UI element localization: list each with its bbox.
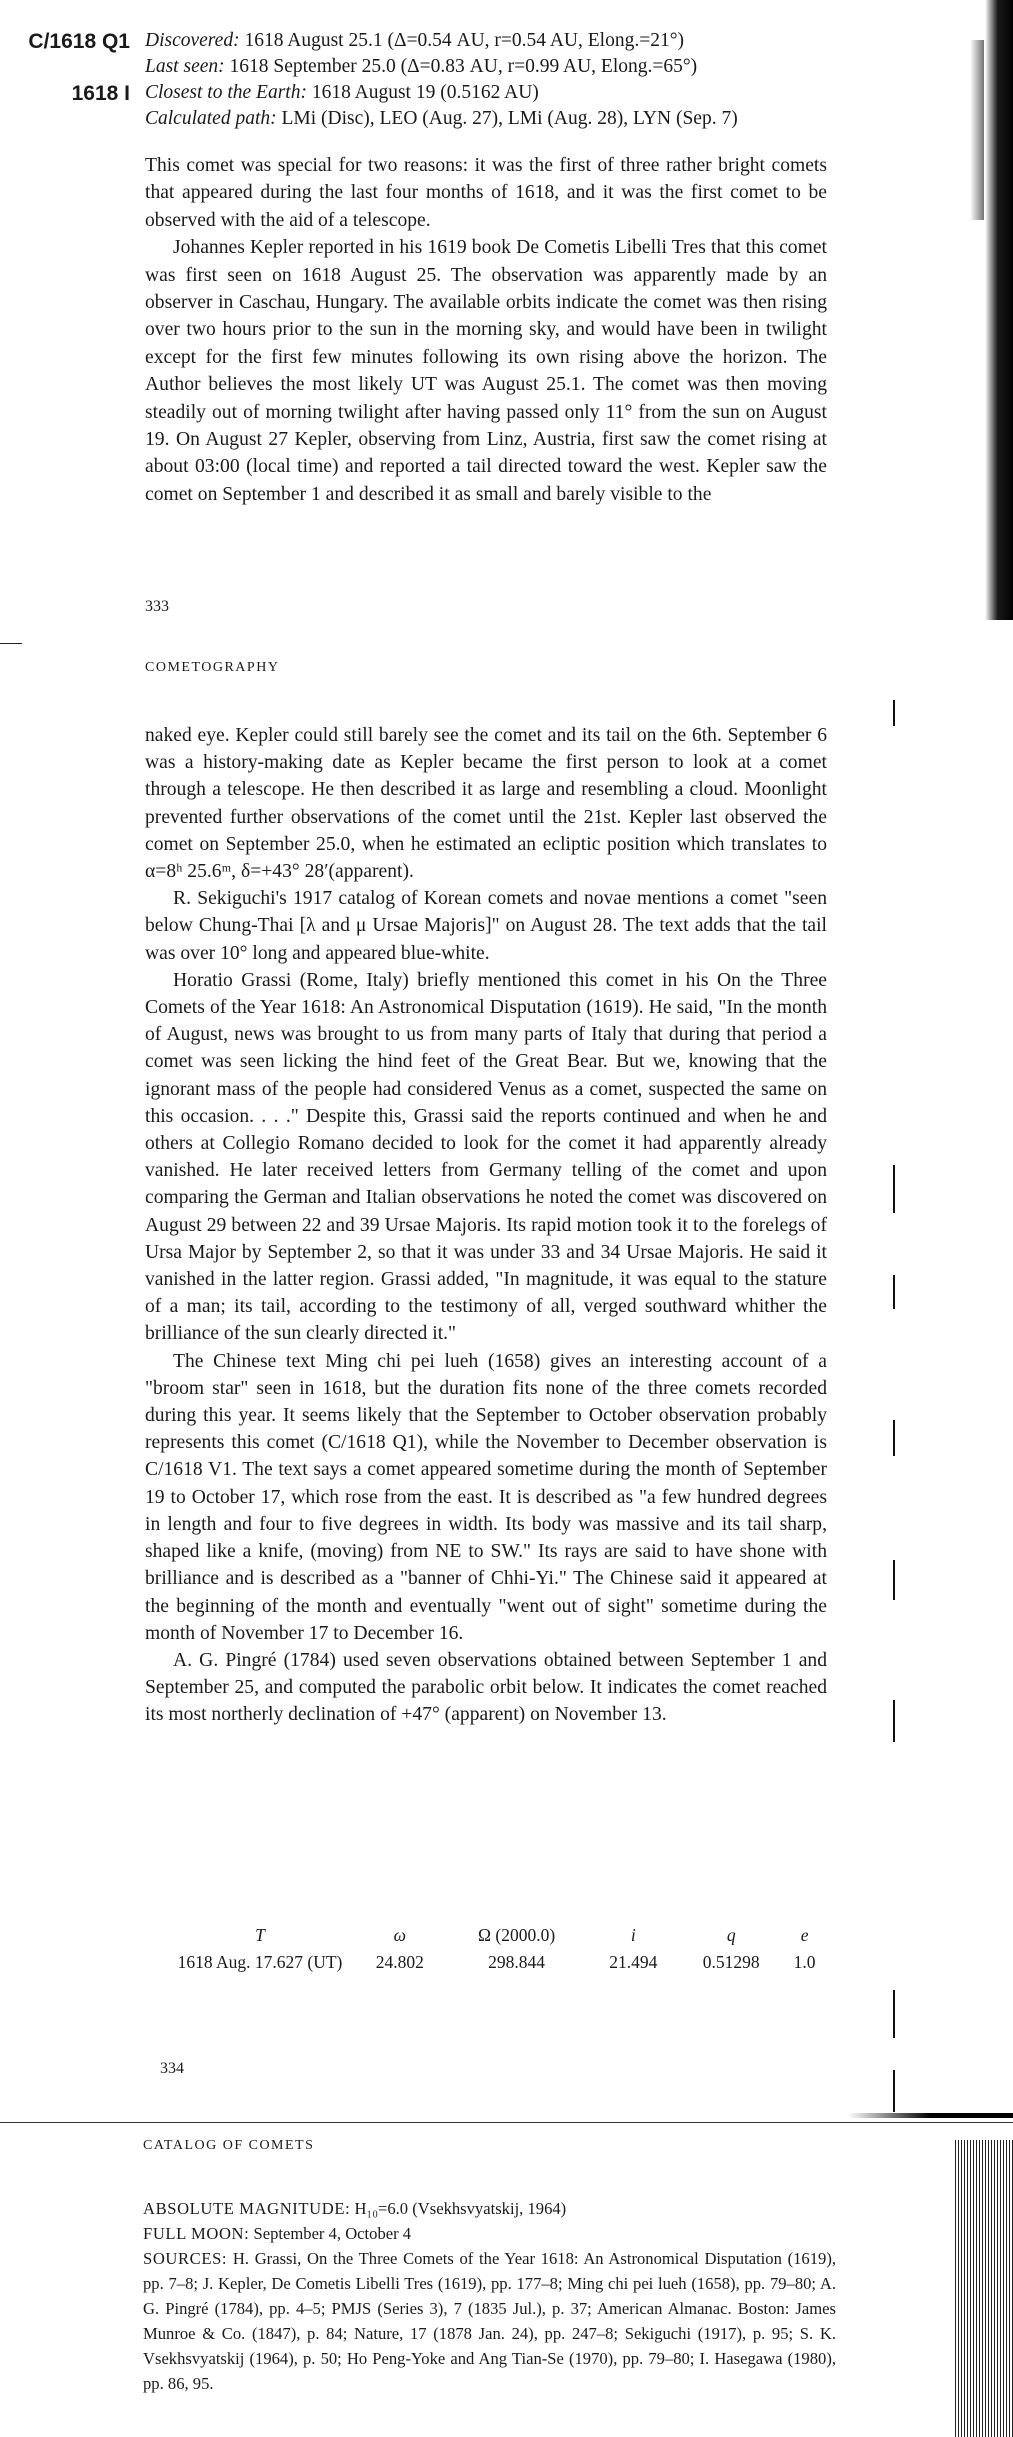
orbit-col-q: q (726, 1925, 736, 1945)
discovered-value: 1618 August 25.1 (Δ=0.54 AU, r=0.54 AU, Elong.=21°) (244, 30, 684, 51)
path-label: Calculated path: (145, 108, 277, 129)
scan-edge-shadow (985, 0, 1013, 620)
sources-label: SOURCES: (143, 2249, 228, 2268)
full-moon-label: FULL MOON: (143, 2224, 250, 2243)
abs-mag-label: ABSOLUTE MAGNITUDE: (143, 2199, 351, 2218)
paragraph: This comet was special for two reasons: it was the first of three rather bright comets that appeared during the last four months of 1618, and it was the first comet to be observed with the aid of a telescope. (145, 155, 827, 231)
page-divider (0, 643, 22, 644)
running-head-335: CATALOG OF COMETS (143, 2138, 315, 2153)
orbit-val-node: 298.844 (488, 1952, 546, 1972)
closest-label: Closest to the Earth: (145, 82, 307, 103)
scan-mark (893, 1275, 895, 1309)
sources-line (143, 2246, 836, 2396)
scan-edge-shadow (848, 2113, 1013, 2118)
discovered-label: Discovered: (145, 30, 240, 51)
abs-mag-value: H₁₀=6.0 (Vsekhsvyatskij, 1964) (354, 2199, 567, 2218)
orbit-col-i: i (630, 1925, 636, 1945)
full-moon-line (143, 2221, 836, 2246)
header-info (145, 28, 738, 132)
page-number-333: 333 (145, 598, 169, 615)
closest-line (145, 80, 738, 106)
orbit-val-e: 1.0 (793, 1952, 816, 1972)
scan-mark (893, 2070, 895, 2112)
absolute-magnitude-line (143, 2196, 836, 2221)
paragraph: A. G. Pingré (1784) used seven observations obtained between September 1 and September 25, and computed the parabolic orbit below. It indicates the comet reached its most northerly declination of +47° (apparent) on November 13. (145, 1649, 827, 1726)
orbit-val-omega: 24.802 (375, 1952, 424, 1972)
path-line (145, 106, 738, 132)
orbit-table (165, 1925, 825, 1973)
paragraph: The Chinese text Ming chi pei lueh (1658) gives an interesting account of a "broom star" seen in 1618, but the duration fits none of the three comets recorded during this year. It seems likely that the September to October observation probably represents this comet (C/1618 Q1), while the November to December observation is C/1618 V1. The text says a comet appeared sometime during the month of September 19 to October 17, which rose from the east. It is described as "a few hundred degrees in length and four to five degrees in width. Its body was massive and its tail sharp, shaped like a knife, (moving) from NE to SW." Its rays are said to have shone with brilliance and is described as a "banner of Chhi-Yi." The Chinese said it appeared at the beginning of the month and eventually "went out of sight" sometime during the month of November 17 to December 16. (145, 1350, 827, 1644)
page-divider (0, 2122, 1013, 2123)
last-seen-line (145, 54, 738, 80)
orbit-col-node: Ω (2000.0) (478, 1925, 556, 1945)
orbit-col-e: e (800, 1925, 809, 1945)
comet-designation: C/1618 Q1 (28, 30, 130, 53)
paragraph: Horatio Grassi (Rome, Italy) briefly mentioned this comet in his On the Three Comets of the Year 1618: An Astronomical Disputation (1619). He said, "In the month of August, news was brought to us from many parts of Italy that during that period a comet was seen licking the hind feet of the Great Bear. But we, knowing that the ignorant mass of the people had considered Venus as a comet, suspected the same on this occasion. . . ." Despite this, Grassi said the reports continued and when he and others at Collegio Romano decided to look for the comet it had apparently already vanished. He later received letters from Germany telling of the comet and upon comparing the German and Italian observations he noted the comet was discovered on August 29 between 22 and 39 Ursae Majoris. Its rapid motion took it to the forelegs of Ursa Major by September 2, so that it was under 33 and 34 Ursae Majoris. He said it vanished in the latter region. Grassi added, "In magnitude, it was equal to the stature of a man; its tail, according to the testimony of all, verged southward whither the brilliance of the sun clearly directed it." (145, 969, 827, 1345)
orbit-val-T: 1618 Aug. 17.627 (UT) (177, 1952, 343, 1972)
last-seen-value: 1618 September 25.0 (Δ=0.83 AU, r=0.99 AU, Elong.=65°) (229, 56, 698, 77)
paragraph: naked eye. Kepler could still barely see the comet and its tail on the 6th. September 6 was a history-making date as Kepler became the first person to look at a comet through a telescope. He then described it as large and resembling a cloud. Moonlight prevented further observations of the comet until the 21st. Kepler last observed the comet on September 25.0, when he estimated an ecliptic position which translates to α=8ʰ 25.6ᵐ, δ=+43° 28′(apparent). (145, 725, 827, 883)
scan-mark (893, 1165, 895, 1213)
scan-mark (893, 1560, 895, 1600)
orbit-col-omega: ω (393, 1925, 407, 1945)
full-moon-value: September 4, October 4 (253, 2224, 412, 2243)
page333-body (145, 152, 827, 508)
last-seen-label: Last seen: (145, 56, 225, 77)
scan-mark (893, 1700, 895, 1742)
scan-mark (893, 700, 895, 726)
scan-edge-noise (955, 2140, 1013, 2437)
paragraph: R. Sekiguchi's 1917 catalog of Korean comets and novae mentions a comet "seen below Chung-Thai [λ and μ Ursae Majoris]" on August 28. The text adds that the tail was over 10° long and appeared blue-white. (145, 888, 827, 964)
closest-value: 1618 August 19 (0.5162 AU) (311, 82, 539, 103)
orbit-val-q: 0.51298 (702, 1952, 760, 1972)
paragraph: Johannes Kepler reported in his 1619 book De Cometis Libelli Tres that this comet was first seen on 1618 August 25. The observation was apparently made by an observer in Caschau, Hungary. The available orbits indicate the comet was then rising over two hours prior to the sun in the morning sky, and would have been in twilight except for the first few minutes following its own rising above the horizon. The Author believes the most likely UT was August 25.1. The comet was then moving steadily out of morning twilight after having passed only 11° from the sun on August 19. On August 27 Kepler, observing from Linz, Austria, first saw the comet rising at about 03:00 (local time) and reported a tail directed toward the west. Kepler saw the comet on September 1 and described it as small and barely visible to the (145, 237, 827, 505)
orbit-value-row (165, 1952, 825, 1973)
catalog-details (143, 2196, 836, 2396)
sources-value: H. Grassi, On the Three Comets of the Year 1618: An Astronomical Disputation (1619), pp. 7–8; J. Kepler, De Cometis Libelli Tres (1619), pp. 177–8; Ming chi pei lueh (1658), pp. 79–80; A. G. Pingré (1784), pp. 4–5; PMJS (Series 3), 7 (1835 Jul.), p. 37; American Almanac. Boston: James Munroe & Co. (1847), p. 84; Nature, 17 (1878 Jan. 24), pp. 247–8; Sekiguchi (1917), p. 95; S. K. Vsekhsvyatskij (1964), p. 50; Ho Peng-Yoke and Ang Tian-Se (1970), pp. 79–80; I. Hasegawa (1980), pp. 86, 95. (143, 2249, 836, 2393)
orbit-col-T: T (255, 1925, 265, 1945)
page-number-334: 334 (160, 2060, 184, 2077)
orbit-val-i: 21.494 (609, 1952, 658, 1972)
running-head-334: COMETOGRAPHY (145, 660, 280, 675)
scan-mark (893, 1420, 895, 1456)
path-value: LMi (Disc), LEO (Aug. 27), LMi (Aug. 28), LYN (Sep. 7) (281, 108, 738, 129)
page334-body (145, 722, 827, 1729)
scan-edge-shadow (970, 40, 984, 220)
scan-mark (893, 1990, 895, 2038)
discovered-line (145, 28, 738, 54)
comet-designation-old: 1618 I (71, 82, 130, 105)
orbit-header-row (165, 1925, 825, 1952)
